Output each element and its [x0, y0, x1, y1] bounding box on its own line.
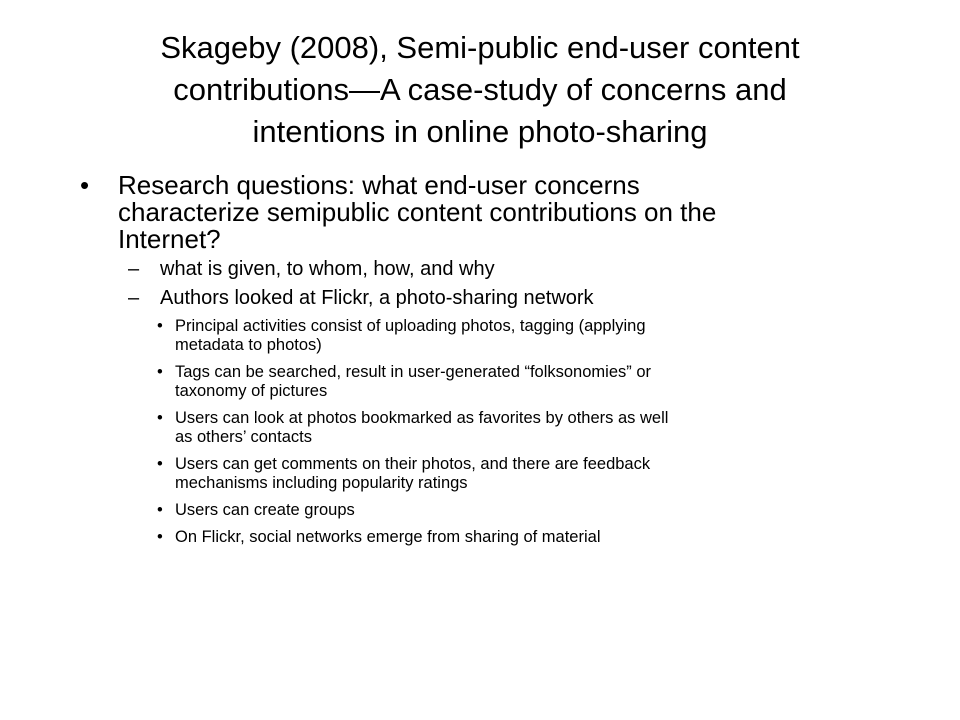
- detail-text: [175, 455, 920, 493]
- detail-text: [175, 409, 920, 447]
- bullet-marker: •: [157, 317, 163, 335]
- detail-line: metadata to photos): [175, 336, 322, 354]
- slide-body: [0, 172, 960, 547]
- sub-point: [0, 258, 960, 281]
- detail-item: [0, 363, 960, 401]
- detail-text: [175, 501, 920, 520]
- detail-item: [0, 501, 960, 520]
- detail-line: mechanisms including popularity ratings: [175, 474, 468, 492]
- sub-point-text: what is given, to whom, how, and why: [160, 258, 495, 280]
- detail-item: [0, 317, 960, 355]
- sub-point-text: Authors looked at Flickr, a photo-sharing network: [160, 287, 594, 309]
- bullet-marker: •: [80, 170, 90, 200]
- detail-line: Users can look at photos bookmarked as favorites by others as well: [175, 409, 669, 427]
- detail-text: [175, 528, 920, 547]
- sub-point: [0, 287, 960, 310]
- bullet-marker: •: [157, 409, 163, 427]
- detail-line: Principal activities consist of uploading photos, tagging (applying: [175, 317, 646, 335]
- detail-item: [0, 409, 960, 447]
- title-line: Skageby (2008), Semi-public end-user content: [160, 30, 800, 65]
- slide-title: [60, 27, 900, 153]
- bullet-line: Research questions: what end-user concerns: [118, 170, 640, 200]
- bullet-marker: •: [157, 528, 163, 546]
- detail-line: Users can create groups: [175, 501, 355, 519]
- bullet-line: characterize semipublic content contributions on the: [118, 197, 717, 227]
- bullet-line: Internet?: [118, 224, 221, 254]
- detail-item: [0, 528, 960, 547]
- detail-text: [175, 317, 920, 355]
- bullet-marker: •: [157, 363, 163, 381]
- dash-marker: –: [128, 287, 140, 309]
- detail-item: [0, 455, 960, 493]
- bullet-marker: •: [157, 455, 163, 473]
- dash-marker: –: [128, 258, 140, 280]
- detail-line: Users can get comments on their photos, and there are feedback: [175, 455, 651, 473]
- detail-line: taxonomy of pictures: [175, 382, 328, 400]
- title-line: intentions in online photo-sharing: [252, 114, 708, 149]
- detail-line: Tags can be searched, result in user-generated “folksonomies” or: [175, 363, 651, 381]
- detail-line: On Flickr, social networks emerge from sharing of material: [175, 528, 601, 546]
- bullet-text: [118, 172, 920, 253]
- research-questions-bullet: [0, 172, 960, 253]
- bullet-marker: •: [157, 501, 163, 519]
- title-line: contributions—A case-study of concerns and: [173, 72, 787, 107]
- detail-line: as others’ contacts: [175, 428, 312, 446]
- detail-text: [175, 363, 920, 401]
